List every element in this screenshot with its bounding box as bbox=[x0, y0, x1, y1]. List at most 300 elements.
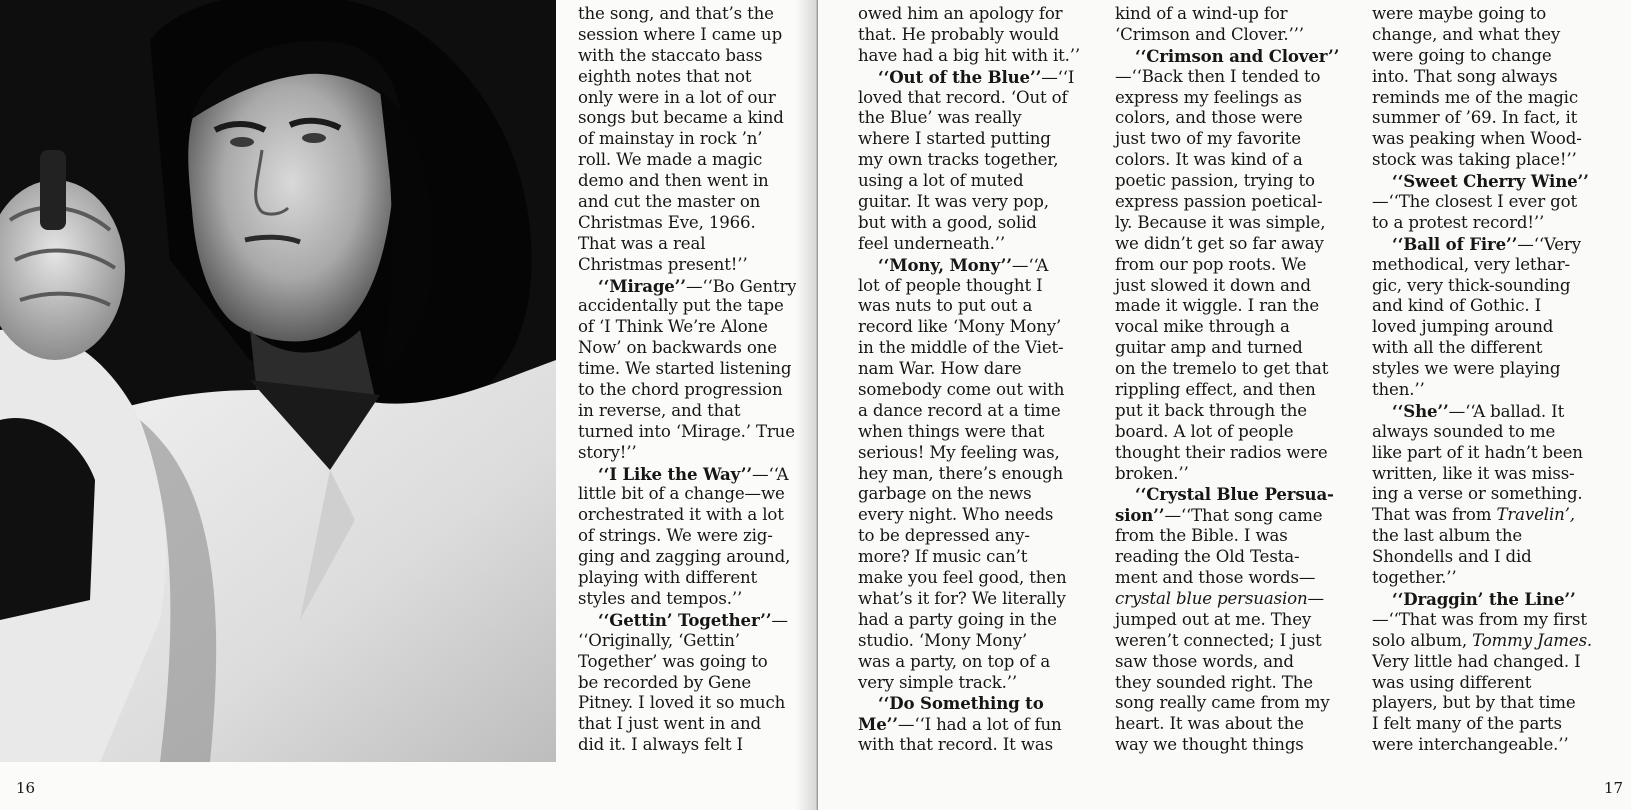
text-run: had a party going in the bbox=[858, 609, 1057, 629]
text-run: like part of it hadn’t been bbox=[1372, 442, 1583, 462]
text-run: that. He probably would bbox=[858, 24, 1060, 44]
right-page bbox=[818, 0, 1631, 810]
concert-photo bbox=[0, 0, 556, 762]
text-run: demo and then went in bbox=[578, 171, 769, 191]
body-text-line bbox=[1372, 296, 1592, 317]
body-text-line bbox=[1115, 568, 1339, 589]
text-run: —‘‘That was from my first bbox=[1372, 609, 1587, 629]
body-text-line bbox=[1115, 652, 1339, 673]
text-run: somebody come out with bbox=[858, 380, 1065, 400]
text-run: was peaking when Wood- bbox=[1372, 129, 1582, 149]
text-run: board. A lot of people bbox=[1115, 421, 1294, 441]
body-text-line bbox=[858, 568, 1080, 589]
body-text-line bbox=[858, 171, 1080, 192]
body-text-line bbox=[578, 296, 796, 317]
text-run: guitar amp and turned bbox=[1115, 338, 1303, 358]
body-text-line bbox=[1115, 317, 1339, 338]
body-text-line bbox=[578, 150, 796, 171]
text-run: owed him an apology for bbox=[858, 4, 1063, 23]
text-run: accidentally put the tape bbox=[578, 296, 784, 316]
body-text-line bbox=[1115, 296, 1339, 317]
body-text-line bbox=[858, 505, 1080, 526]
body-text-line bbox=[1372, 380, 1592, 401]
body-text-line bbox=[1372, 693, 1592, 714]
text-run: time. We started listening bbox=[578, 359, 792, 379]
body-text-line bbox=[578, 25, 796, 46]
body-text-line bbox=[578, 568, 796, 589]
body-text-line bbox=[1372, 108, 1592, 129]
body-text-line bbox=[1372, 255, 1592, 276]
body-text-line bbox=[578, 338, 796, 359]
song-entry-line bbox=[1372, 589, 1592, 610]
text-run: Pitney. I loved it so much bbox=[578, 693, 786, 713]
body-text-line bbox=[1372, 484, 1592, 505]
body-text-line bbox=[578, 234, 796, 255]
body-text-line bbox=[1115, 401, 1339, 422]
body-text-line bbox=[1372, 192, 1592, 213]
body-text-line bbox=[1115, 631, 1339, 652]
text-run: but with a good, solid bbox=[858, 212, 1037, 232]
body-text-line bbox=[858, 484, 1080, 505]
body-text-line bbox=[1372, 4, 1592, 25]
body-text-line bbox=[858, 631, 1080, 652]
song-title: ‘‘Crimson and Clover’’ bbox=[1135, 45, 1340, 66]
page-number-right: 17 bbox=[1604, 779, 1624, 797]
body-text-line bbox=[578, 4, 796, 25]
text-run: always sounded to me bbox=[1372, 421, 1556, 441]
body-text-line bbox=[858, 610, 1080, 631]
song-title: ‘‘Draggin’ the Line’’ bbox=[1392, 588, 1576, 609]
song-entry-line bbox=[1372, 171, 1592, 192]
text-run: little bit of a change—we bbox=[578, 484, 785, 504]
text-run: That was from bbox=[1372, 505, 1497, 525]
text-run: where I started putting bbox=[858, 129, 1051, 149]
body-text-line bbox=[578, 547, 796, 568]
song-title: ‘‘Do Something to bbox=[878, 693, 1044, 714]
text-run: was a party, on top of a bbox=[858, 651, 1051, 671]
text-run: methodical, very lethar- bbox=[1372, 254, 1570, 274]
body-text-line bbox=[1372, 359, 1592, 380]
body-text-line bbox=[1372, 46, 1592, 67]
text-run: Together’ was going to bbox=[578, 651, 768, 671]
body-text-line bbox=[858, 88, 1080, 109]
text-run: story!’’ bbox=[578, 442, 637, 462]
body-text-line bbox=[1115, 526, 1339, 547]
body-text-line bbox=[1115, 735, 1339, 756]
text-run: —‘‘A ballad. It bbox=[1448, 401, 1565, 421]
text-run: styles and tempos.’’ bbox=[578, 588, 743, 608]
body-text-line bbox=[1372, 505, 1592, 526]
text-run: what’s it for? We literally bbox=[858, 588, 1066, 608]
text-run: and cut the master on bbox=[578, 192, 761, 212]
body-text-line bbox=[578, 255, 796, 276]
body-text-line bbox=[578, 401, 796, 422]
body-text-line bbox=[1372, 25, 1592, 46]
song-title: Me’’ bbox=[858, 714, 898, 735]
song-entry-line bbox=[1372, 234, 1592, 255]
text-run: with all the different bbox=[1372, 338, 1543, 358]
text-run: record like ‘Mony Mony’ bbox=[858, 317, 1062, 337]
text-run: just slowed it down and bbox=[1115, 275, 1311, 295]
body-text-line bbox=[858, 276, 1080, 297]
text-run: ging and zagging around, bbox=[578, 547, 791, 567]
body-text-line bbox=[1115, 589, 1339, 610]
body-text-line bbox=[1115, 359, 1339, 380]
text-run: That was a real bbox=[578, 233, 706, 253]
body-text-line bbox=[858, 443, 1080, 464]
text-run: just two of my favorite bbox=[1115, 129, 1301, 149]
text-column-1 bbox=[578, 4, 796, 756]
text-column-2 bbox=[858, 4, 1080, 756]
text-run: of strings. We were zig- bbox=[578, 526, 773, 546]
text-run: reading the Old Testa- bbox=[1115, 547, 1300, 567]
song-entry-line bbox=[1115, 46, 1339, 67]
text-run: nam War. How dare bbox=[858, 359, 1022, 379]
text-run: with that record. It was bbox=[858, 735, 1053, 755]
song-title: ‘‘Mirage’’ bbox=[598, 275, 686, 296]
body-text-line bbox=[858, 652, 1080, 673]
text-run: garbage on the news bbox=[858, 484, 1032, 504]
text-run: saw those words, and bbox=[1115, 651, 1294, 671]
text-run: way we thought things bbox=[1115, 735, 1304, 755]
body-text-line bbox=[1115, 150, 1339, 171]
body-text-line bbox=[578, 526, 796, 547]
text-run: we didn’t get so far away bbox=[1115, 233, 1324, 253]
text-run: every night. Who needs bbox=[858, 505, 1054, 525]
text-run: put it back through the bbox=[1115, 400, 1307, 420]
text-run: ‘‘Originally, ‘Gettin’ bbox=[578, 630, 740, 650]
text-run: weren’t connected; I just bbox=[1115, 630, 1322, 650]
body-text-line bbox=[858, 359, 1080, 380]
body-text-line bbox=[578, 192, 796, 213]
italic-title: Tommy James. bbox=[1472, 630, 1593, 650]
text-run: thought their radios were bbox=[1115, 442, 1328, 462]
body-text-line bbox=[578, 88, 796, 109]
body-text-line bbox=[578, 443, 796, 464]
body-text-line bbox=[578, 108, 796, 129]
text-run: —‘‘Very bbox=[1517, 234, 1581, 254]
body-text-line bbox=[1115, 4, 1339, 25]
text-run: be recorded by Gene bbox=[578, 672, 752, 692]
song-title: ‘‘Gettin’ Together’’ bbox=[598, 609, 772, 630]
body-text-line bbox=[858, 547, 1080, 568]
text-run: the Blue’ was really bbox=[858, 108, 1022, 128]
text-run: more? If music can’t bbox=[858, 547, 1028, 567]
singer-portrait-image bbox=[0, 0, 556, 762]
body-text-line bbox=[578, 171, 796, 192]
song-title: ‘‘Sweet Cherry Wine’’ bbox=[1392, 171, 1589, 192]
text-run: the last album the bbox=[1372, 526, 1523, 546]
text-run: —‘‘A bbox=[752, 464, 789, 484]
body-text-line bbox=[858, 380, 1080, 401]
song-entry-line bbox=[858, 714, 1080, 735]
text-run: —‘‘That song came bbox=[1164, 506, 1323, 526]
body-text-line bbox=[858, 401, 1080, 422]
body-text-line bbox=[1115, 129, 1339, 150]
body-text-line bbox=[1115, 213, 1339, 234]
body-text-line bbox=[858, 526, 1080, 547]
text-run: song really came from my bbox=[1115, 693, 1330, 713]
body-text-line bbox=[1115, 255, 1339, 276]
text-run: to a protest record!’’ bbox=[1372, 212, 1545, 232]
body-text-line bbox=[858, 108, 1080, 129]
body-text-line bbox=[1372, 317, 1592, 338]
text-run: hey man, there’s enough bbox=[858, 463, 1064, 483]
italic-title: Travelin’, bbox=[1496, 505, 1575, 525]
text-run: eighth notes that not bbox=[578, 66, 752, 86]
body-text-line bbox=[1115, 693, 1339, 714]
text-run: Very little had changed. I bbox=[1372, 651, 1581, 671]
text-run: with the staccato bass bbox=[578, 45, 763, 65]
text-run: —‘‘I had a lot of fun bbox=[897, 715, 1062, 735]
body-text-line bbox=[578, 484, 796, 505]
body-text-line bbox=[1372, 610, 1592, 631]
text-run: when things were that bbox=[858, 421, 1045, 441]
text-run: loved jumping around bbox=[1372, 317, 1554, 337]
body-text-line bbox=[1372, 631, 1592, 652]
body-text-line bbox=[1115, 338, 1339, 359]
text-column-4 bbox=[1372, 4, 1592, 756]
body-text-line bbox=[1372, 735, 1592, 756]
body-text-line bbox=[1372, 88, 1592, 109]
body-text-line bbox=[1115, 547, 1339, 568]
text-run: very simple track.’’ bbox=[858, 672, 1018, 692]
body-text-line bbox=[858, 150, 1080, 171]
text-run: — bbox=[1307, 588, 1324, 608]
text-run: players, but by that time bbox=[1372, 693, 1576, 713]
body-text-line bbox=[578, 359, 796, 380]
text-run: ly. Because it was simple, bbox=[1115, 212, 1326, 232]
text-run: from our pop roots. We bbox=[1115, 254, 1307, 274]
body-text-line bbox=[578, 67, 796, 88]
text-run: written, like it was miss- bbox=[1372, 463, 1575, 483]
body-text-line bbox=[578, 652, 796, 673]
body-text-line bbox=[1115, 380, 1339, 401]
body-text-line bbox=[858, 192, 1080, 213]
text-run: make you feel good, then bbox=[858, 568, 1067, 588]
text-run: colors. It was kind of a bbox=[1115, 150, 1303, 170]
body-text-line bbox=[1372, 526, 1592, 547]
body-text-line bbox=[1372, 443, 1592, 464]
body-text-line bbox=[858, 673, 1080, 694]
body-text-line bbox=[1115, 714, 1339, 735]
text-run: ‘Crimson and Clover.’’’ bbox=[1115, 24, 1304, 44]
text-run: kind of a wind-up for bbox=[1115, 4, 1288, 23]
body-text-line bbox=[858, 464, 1080, 485]
body-text-line bbox=[578, 673, 796, 694]
body-text-line bbox=[1115, 673, 1339, 694]
text-run: —‘‘A bbox=[1011, 255, 1049, 275]
body-text-line bbox=[578, 422, 796, 443]
body-text-line bbox=[858, 4, 1080, 25]
text-run: poetic passion, trying to bbox=[1115, 171, 1315, 191]
song-title: ‘‘Out of the Blue’’ bbox=[878, 66, 1042, 87]
text-run: Now’ on backwards one bbox=[578, 338, 777, 358]
song-entry-line bbox=[1372, 401, 1592, 422]
body-text-line bbox=[1372, 213, 1592, 234]
text-run: was nuts to put out a bbox=[858, 296, 1033, 316]
italic-title: crystal blue persuasion bbox=[1115, 588, 1308, 608]
text-run: —‘‘Bo Gentry bbox=[685, 276, 797, 296]
text-run: —‘‘The closest I ever got bbox=[1372, 192, 1577, 212]
song-entry-line bbox=[578, 610, 796, 631]
text-run: colors, and those were bbox=[1115, 108, 1303, 128]
song-entry-line bbox=[1115, 484, 1339, 505]
text-run: only were in a lot of our bbox=[578, 87, 776, 107]
body-text-line bbox=[1115, 88, 1339, 109]
text-run: were maybe going to bbox=[1372, 4, 1547, 23]
body-text-line bbox=[578, 631, 796, 652]
body-text-line bbox=[1372, 464, 1592, 485]
text-run: studio. ‘Mony Mony’ bbox=[858, 630, 1028, 650]
body-text-line bbox=[1372, 129, 1592, 150]
text-run: ing a verse or something. bbox=[1372, 484, 1583, 504]
text-run: of ‘I Think We’re Alone bbox=[578, 317, 768, 337]
body-text-line bbox=[858, 129, 1080, 150]
text-run: serious! My feeling was, bbox=[858, 442, 1060, 462]
text-run: change, and what they bbox=[1372, 24, 1561, 44]
text-run: have had a big hit with it.’’ bbox=[858, 45, 1081, 65]
song-entry-line bbox=[578, 276, 796, 297]
body-text-line bbox=[1372, 673, 1592, 694]
text-run: from the Bible. I was bbox=[1115, 526, 1288, 546]
body-text-line bbox=[1115, 67, 1339, 88]
text-run: gic, very thick-sounding bbox=[1372, 275, 1571, 295]
body-text-line bbox=[858, 213, 1080, 234]
text-run: together.’’ bbox=[1372, 568, 1457, 588]
body-text-line bbox=[578, 380, 796, 401]
body-text-line bbox=[1372, 714, 1592, 735]
text-run: express passion poetical- bbox=[1115, 192, 1323, 212]
body-text-line bbox=[578, 129, 796, 150]
body-text-line bbox=[1115, 108, 1339, 129]
body-text-line bbox=[858, 589, 1080, 610]
text-run: into. That song always bbox=[1372, 66, 1558, 86]
text-run: of mainstay in rock ’n’ bbox=[578, 129, 763, 149]
text-run: Shondells and I did bbox=[1372, 547, 1532, 567]
text-run: made it wiggle. I ran the bbox=[1115, 296, 1320, 316]
text-run: ment and those words— bbox=[1115, 568, 1316, 588]
body-text-line bbox=[858, 317, 1080, 338]
text-run: that I just went in and bbox=[578, 714, 761, 734]
body-text-line bbox=[1372, 652, 1592, 673]
song-title: ‘‘Ball of Fire’’ bbox=[1392, 233, 1518, 254]
song-entry-line bbox=[858, 255, 1080, 276]
body-text-line bbox=[858, 338, 1080, 359]
text-run: reminds me of the magic bbox=[1372, 87, 1578, 107]
body-text-line bbox=[858, 422, 1080, 443]
body-text-line bbox=[1115, 422, 1339, 443]
text-run: were interchangeable.’’ bbox=[1372, 735, 1569, 755]
text-run: summer of ’69. In fact, it bbox=[1372, 108, 1578, 128]
text-run: songs but became a kind bbox=[578, 108, 784, 128]
text-run: broken.’’ bbox=[1115, 463, 1189, 483]
body-text-line bbox=[858, 296, 1080, 317]
text-run: and kind of Gothic. I bbox=[1372, 296, 1541, 316]
body-text-line bbox=[1115, 276, 1339, 297]
body-text-line bbox=[578, 317, 796, 338]
body-text-line bbox=[1372, 67, 1592, 88]
song-entry-line bbox=[578, 464, 796, 485]
text-run: turned into ‘Mirage.’ True bbox=[578, 421, 795, 441]
text-run: —‘‘Back then I tended to bbox=[1115, 66, 1321, 86]
text-run: then.’’ bbox=[1372, 380, 1425, 400]
body-text-line bbox=[1372, 422, 1592, 443]
body-text-line bbox=[858, 234, 1080, 255]
text-run: to be depressed any- bbox=[858, 526, 1030, 546]
body-text-line bbox=[578, 505, 796, 526]
body-text-line bbox=[578, 714, 796, 735]
text-run: — bbox=[771, 610, 788, 630]
body-text-line bbox=[858, 735, 1080, 756]
text-run: stock was taking place!’’ bbox=[1372, 150, 1577, 170]
body-text-line bbox=[578, 693, 796, 714]
text-run: styles we were playing bbox=[1372, 359, 1561, 379]
song-title: ‘‘I Like the Way’’ bbox=[598, 463, 753, 484]
text-run: in the middle of the Viet- bbox=[858, 338, 1064, 358]
text-run: express my feelings as bbox=[1115, 87, 1302, 107]
text-run: roll. We made a magic bbox=[578, 150, 763, 170]
body-text-line bbox=[1115, 443, 1339, 464]
song-entry-line bbox=[858, 693, 1080, 714]
text-run: —‘‘I bbox=[1041, 67, 1075, 87]
text-run: were going to change bbox=[1372, 45, 1552, 65]
body-text-line bbox=[1115, 171, 1339, 192]
text-column-3 bbox=[1115, 4, 1339, 756]
text-run: loved that record. ‘Out of bbox=[858, 87, 1068, 107]
text-run: jumped out at me. They bbox=[1115, 609, 1312, 629]
text-run: feel underneath.’’ bbox=[858, 233, 1005, 253]
text-run: Christmas present!’’ bbox=[578, 254, 748, 274]
text-run: the song, and that’s the bbox=[578, 4, 774, 23]
text-run: in reverse, and that bbox=[578, 400, 741, 420]
body-text-line bbox=[1372, 150, 1592, 171]
body-text-line bbox=[1372, 568, 1592, 589]
text-run: vocal mike through a bbox=[1115, 317, 1290, 337]
body-text-line bbox=[1115, 192, 1339, 213]
song-title: ‘‘Crystal Blue Persua- bbox=[1135, 484, 1334, 505]
body-text-line bbox=[578, 46, 796, 67]
text-run: playing with different bbox=[578, 568, 758, 588]
body-text-line bbox=[1115, 25, 1339, 46]
body-text-line bbox=[1115, 610, 1339, 631]
body-text-line bbox=[1115, 234, 1339, 255]
body-text-line bbox=[1372, 338, 1592, 359]
text-run: heart. It was about the bbox=[1115, 714, 1304, 734]
body-text-line bbox=[858, 46, 1080, 67]
text-run: to the chord progression bbox=[578, 380, 783, 400]
text-run: rippling effect, and then bbox=[1115, 380, 1316, 400]
text-run: session where I came up bbox=[578, 24, 783, 44]
song-title: ‘‘She’’ bbox=[1392, 400, 1449, 421]
text-run: I felt many of the parts bbox=[1372, 714, 1562, 734]
text-run: solo album, bbox=[1372, 630, 1473, 650]
body-text-line bbox=[1372, 276, 1592, 297]
body-text-line bbox=[1372, 547, 1592, 568]
text-run: a dance record at a time bbox=[858, 400, 1061, 420]
text-run: guitar. It was very pop, bbox=[858, 192, 1049, 212]
text-run: on the tremelo to get that bbox=[1115, 359, 1329, 379]
body-text-line bbox=[1115, 464, 1339, 485]
page-number-left: 16 bbox=[16, 779, 36, 797]
text-run: was using different bbox=[1372, 672, 1532, 692]
body-text-line bbox=[578, 213, 796, 234]
text-run: did it. I always felt I bbox=[578, 735, 743, 755]
body-text-line bbox=[578, 589, 796, 610]
text-run: my own tracks together, bbox=[858, 150, 1059, 170]
text-run: orchestrated it with a lot bbox=[578, 505, 784, 525]
song-title: sion’’ bbox=[1115, 505, 1165, 526]
